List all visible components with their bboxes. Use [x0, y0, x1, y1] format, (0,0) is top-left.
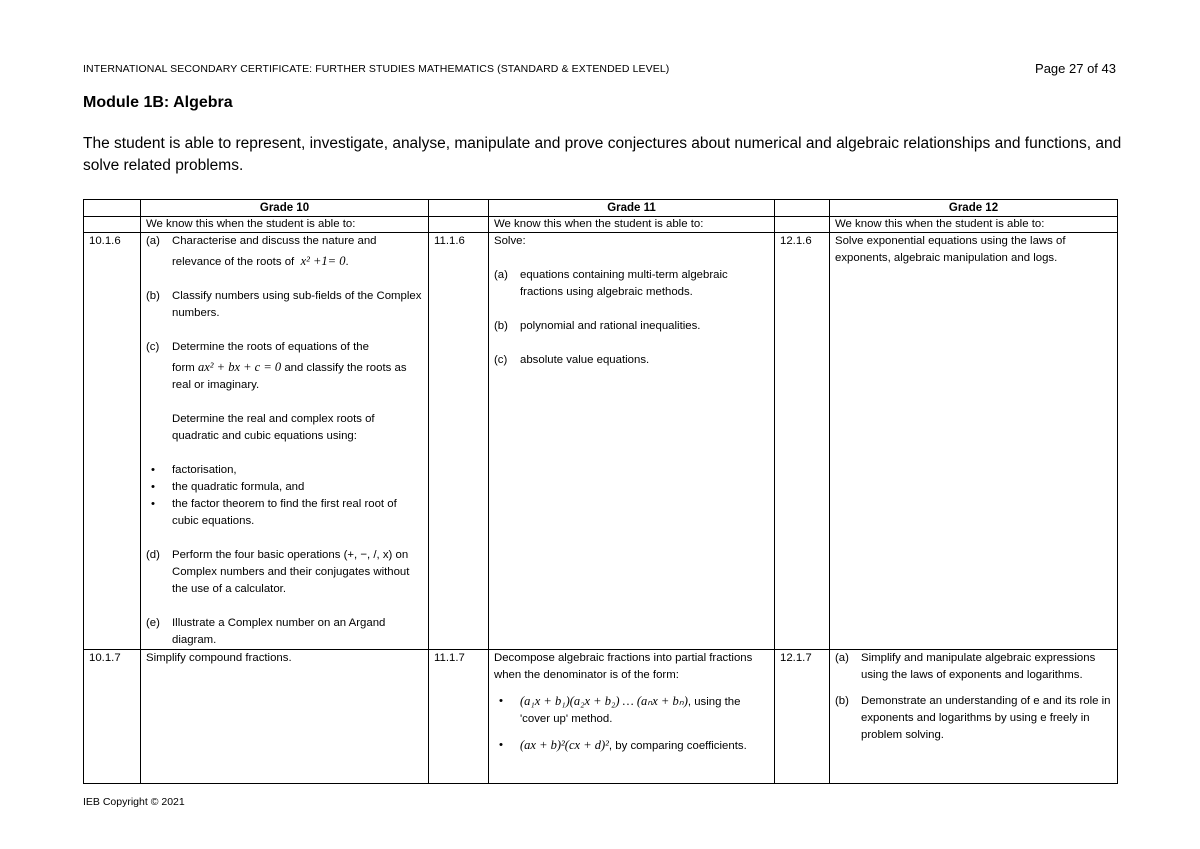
outcome-code: 10.1.6: [84, 233, 141, 650]
list-item: (a) equations containing multi-term algebraic fractions using algebraic methods.: [494, 269, 728, 298]
table-row: [84, 650, 1118, 784]
outcome-code: 12.1.7: [775, 650, 830, 784]
bullet-icon: •: [499, 739, 503, 751]
list-item: • the quadratic formula, and: [146, 479, 423, 496]
list-item: (a) Characterise and discuss the nature and relevance of the roots of x² +1= 0.: [146, 235, 377, 268]
grade-11-cell: Decompose algebraic fractions into partial fractions when the denominator is of the form: • (a₁x + b₁)(a₂x + b₂) … (aₙx + bₙ), using the 'cover up' method. • (ax + b)²(cx + d)², by comparing coefficients.: [489, 650, 775, 784]
list-item: • the factor theorem to find the first real root of cubic equations.: [151, 498, 397, 527]
grade-12-cell: Solve exponential equations using the laws of exponents, algebraic manipulation and logs.: [830, 233, 1118, 650]
equation: (ax + b)²(cx + d)²: [520, 738, 609, 752]
intro-paragraph: The student is able to represent, investigate, analyse, manipulate and prove conjectures about numerical and algebraic relationships and functions, and solve related problems.: [83, 135, 1122, 174]
list-item: (c) absolute value equations.: [494, 354, 650, 366]
grade-11-cell: Solve: (a) equations containing multi-term algebraic fractions using algebraic methods. (b) polynomial and rational inequalities. (c) absolute value equations.: [489, 233, 775, 650]
list-item: (b) Demonstrate an understanding of e and its role in exponents and logarithms by using e freely in problem solving.: [835, 695, 1111, 741]
module-title: Module 1B: Algebra: [83, 94, 233, 111]
curriculum-table: [83, 199, 1118, 784]
page-header: [83, 63, 1116, 79]
know-text-g11: We know this when the student is able to:: [489, 217, 775, 233]
list-item: • (a₁x + b₁)(a₂x + b₂) … (aₙx + bₙ), using the 'cover up' method.: [499, 694, 741, 725]
list-item: • factorisation,: [146, 462, 423, 479]
grade-12-heading: Grade 12: [830, 200, 1118, 217]
list-item: • (ax + b)²(cx + d)², by comparing coefficients.: [499, 738, 747, 752]
grade-10-heading: Grade 10: [141, 200, 429, 217]
grade-header-row: [84, 200, 1118, 217]
grade-10-cell: [141, 233, 429, 650]
page-number: Page 27 of 43: [1035, 61, 1116, 76]
know-text-g12: We know this when the student is able to:: [830, 217, 1118, 233]
equation: ax² + bx + c = 0: [197, 360, 282, 374]
bullet-icon: •: [151, 498, 155, 510]
bullet-icon: •: [499, 695, 503, 707]
list-item: (b) polynomial and rational inequalities.: [494, 320, 701, 332]
list-item: (c) Determine the roots of equations of the form ax² + bx + c = 0 and classify the roots as real or imaginary. Determine the real and complex roots of quadratic and cubic equations using: • factorisation, • the quadratic formula, and • the factor theorem to find the first real root of cubic equations.: [146, 339, 423, 530]
copyright-footer: IEB Copyright © 2021: [83, 796, 185, 808]
outcome-code: 11.1.7: [429, 650, 489, 784]
grade-12-cell: [830, 650, 1118, 784]
outcome-code: 12.1.6: [775, 233, 830, 650]
equation: (a₁x + b₁)(a₂x + b₂) … (aₙx + bₙ): [520, 694, 688, 708]
grade-10-cell: Simplify compound fractions.: [141, 650, 429, 784]
bullet-icon: •: [151, 481, 155, 493]
know-text-g10: We know this when the student is able to:: [141, 217, 429, 233]
table-row: [84, 233, 1118, 650]
bullet-icon: •: [151, 464, 155, 476]
grade-11-heading: Grade 11: [489, 200, 775, 217]
document-title: INTERNATIONAL SECONDARY CERTIFICATE: FURTHER STUDIES MATHEMATICS (STANDARD & EXTENDED LEVEL): [83, 63, 670, 75]
know-row: [84, 217, 1118, 233]
equation: x² +1= 0: [300, 254, 346, 268]
list-item: (d) Perform the four basic operations (+, −, /, x) on Complex numbers and their conjugates without the use of a calculator.: [146, 549, 410, 595]
list-item: (a) Simplify and manipulate algebraic expressions using the laws of exponents and logarithms.: [835, 652, 1096, 681]
outcome-code: 11.1.6: [429, 233, 489, 650]
list-item: (b) Classify numbers using sub-fields of the Complex numbers.: [146, 290, 422, 319]
list-item: (e) Illustrate a Complex number on an Argand diagram.: [146, 617, 386, 646]
outcome-code: 10.1.7: [84, 650, 141, 784]
